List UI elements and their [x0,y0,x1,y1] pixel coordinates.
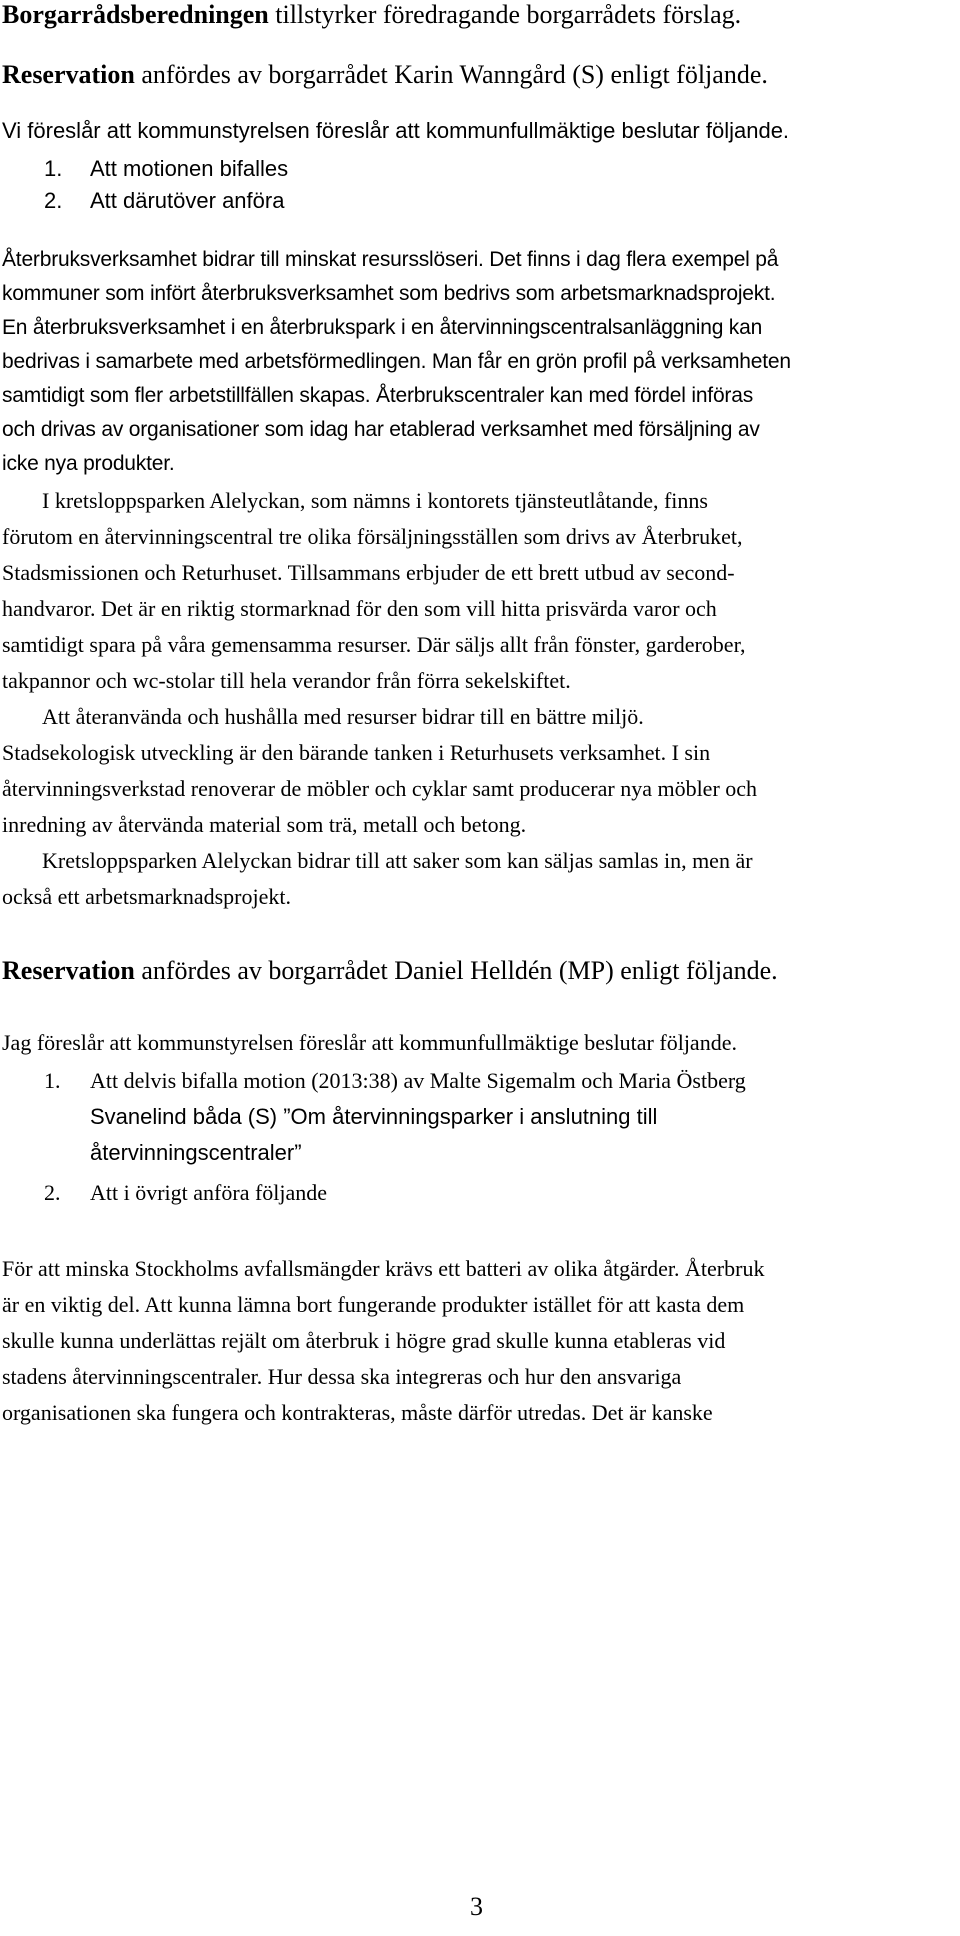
paragraph-reservation-mp [2,956,778,986]
body-line: Att återanvända och hushålla med resurser bidrar till en bättre miljö. [42,704,644,729]
body-line: samtidigt spara på våra gemensamma resurser. Där säljs allt från fönster, garderober, [2,632,746,657]
body-line: takpannor och wc-stolar till hela verandor från förra sekelskiftet. [2,668,571,693]
body-line: och drivas av organisationer som idag har etablerad verksamhet med försäljning av [2,418,760,441]
paragraph-text: anfördes av borgarrådet Karin Wanngård (S) enligt följande. [134,60,768,89]
list-item-text: Att motionen bifalles [90,156,289,181]
body-line: kommuner som infört återbruksverksamhet som bedrivs som arbetsmarknadsprojekt. [2,282,776,305]
body-line: I kretsloppsparken Alelyckan, som nämns i kontorets tjänsteutlåtande, finns [42,488,708,513]
list-item-text: Att delvis bifalla motion (2013:38) av Malte Sigemalm och Maria Östberg [90,1068,746,1093]
page-number: 3 [470,1892,483,1921]
body-line: stadens återvinningscentraler. Hur dessa ska integreras och hur den ansvariga [2,1364,682,1389]
list-item-text: Svanelind båda (S) ”Om återvinningsparker i anslutning till [90,1104,658,1129]
body-line: återvinningsverkstad renoverar de möbler och cyklar samt producerar nya möbler och [2,776,758,801]
proposal-line: Jag föreslår att kommunstyrelsen föreslår att kommunfullmäktige beslutar följande. [2,1030,737,1055]
list-item-text: Att i övrigt anföra följande [90,1180,328,1205]
body-line: också ett arbetsmarknadsprojekt. [2,884,291,909]
list-number: 1. [44,1068,61,1093]
body-line: Stadsmissionen och Returhuset. Tillsammans erbjuder de ett brett utbud av second- [2,560,735,585]
body-line: En återbruksverksamhet i en återbrukspark i en återvinningscentralsanläggning kan [2,316,763,339]
list-item-text: Att därutöver anföra [90,188,285,213]
paragraph-text: tillstyrker föredragande borgarrådets förslag. [268,0,742,29]
list-number: 1. [44,156,63,181]
proposal-line: Vi föreslår att kommunstyrelsen föreslår att kommunfullmäktige beslutar följande. [2,118,790,143]
body-line: Kretsloppsparken Alelyckan bidrar till att saker som kan säljas samlas in, men är [42,848,753,873]
body-line: Stadsekologisk utveckling är den bärande tanken i Returhusets verksamhet. I sin [2,740,711,765]
list-number: 2. [44,188,63,213]
list-item-text: återvinningscentraler” [90,1140,302,1165]
body-line: Återbruksverksamhet bidrar till minskat resursslöseri. Det finns i dag flera exempel på [2,248,779,271]
body-line: samtidigt som fler arbetstillfällen skapas. Återbrukscentraler kan med fördel införas [2,384,753,407]
body-line: För att minska Stockholms avfallsmängder krävs ett batteri av olika åtgärder. Återbruk [2,1256,765,1281]
bold-lead: Borgarrådsberedningen [2,0,269,29]
bold-lead: Reservation [2,60,135,89]
body-line: handvaror. Det är en riktig stormarknad för den som vill hitta prisvärda varor och [2,596,717,621]
bold-lead: Reservation [2,956,135,985]
body-line: inredning av återvända material som trä, metall och betong. [2,812,527,837]
body-line: är en viktig del. Att kunna lämna bort fungerande produkter istället för att kasta dem [2,1292,745,1317]
body-line: bedrivas i samarbete med arbetsförmedlingen. Man får en grön profil på verksamheten [2,350,791,373]
paragraph-beredning [2,0,741,30]
body-line: skulle kunna underlättas rejält om återbruk i högre grad skulle kunna etableras vid [2,1328,726,1353]
body-line: icke nya produkter. [2,452,175,475]
paragraph-text: anfördes av borgarrådet Daniel Helldén (MP) enligt följande. [134,956,778,985]
body-line: förutom en återvinningscentral tre olika försäljningsställen som drivs av Återbruket, [2,524,743,549]
body-line: organisationen ska fungera och kontrakteras, måste därför utredas. Det är kanske [2,1400,713,1425]
list-number: 2. [44,1180,61,1205]
paragraph-reservation-s [2,60,768,90]
